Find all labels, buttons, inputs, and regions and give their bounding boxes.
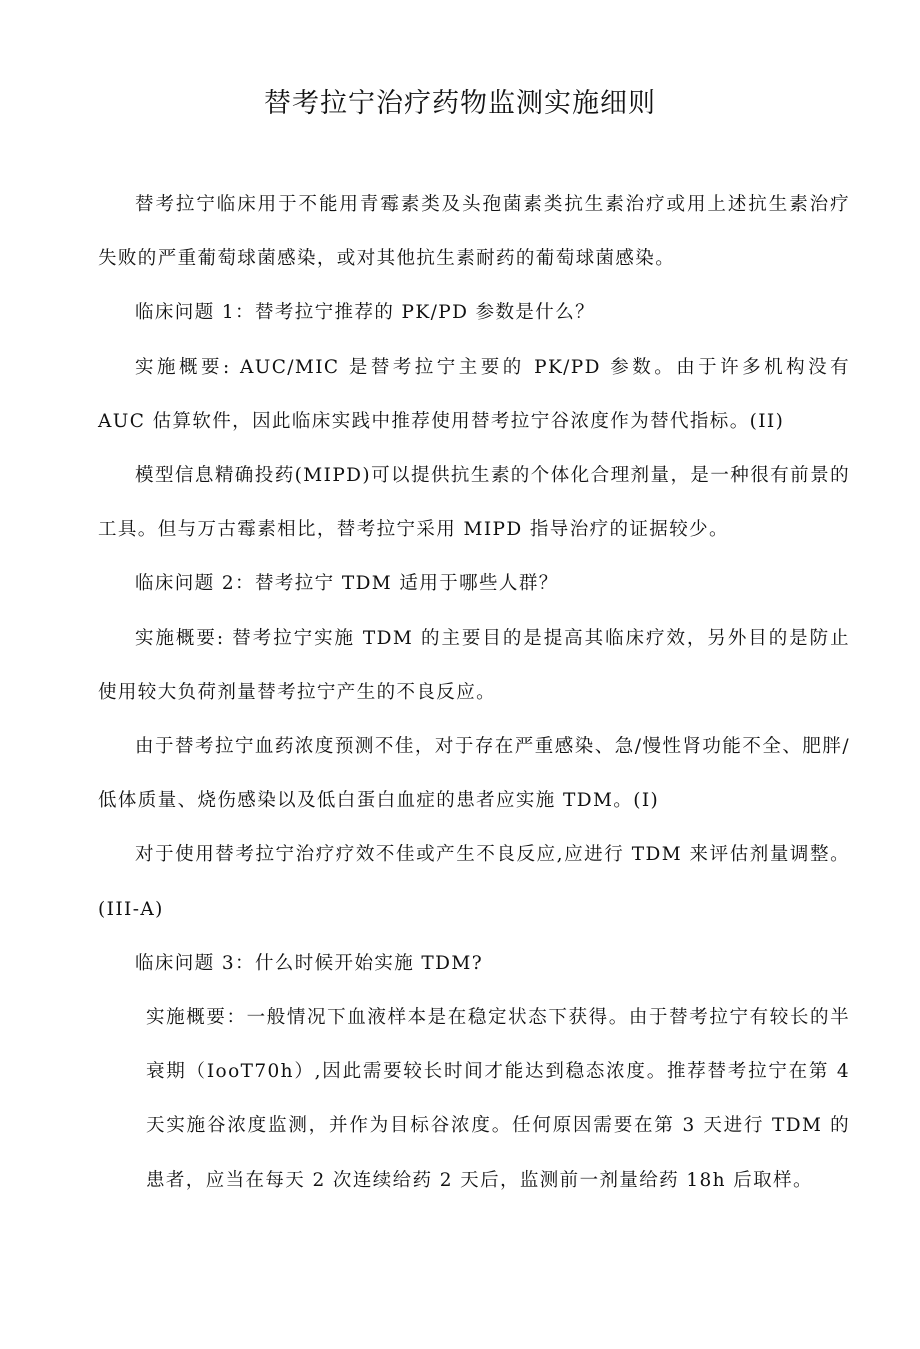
document-title: 替考拉宁治疗药物监测实施细则 xyxy=(264,88,656,119)
paragraph-mipd: 模型信息精确投药(MIPD)可以提供抗生素的个体化合理剂量，是一种很有前景的工具。但与万古霉素相比，替考拉宁采用 MIPD 指导治疗的证据较少。 xyxy=(98,465,850,541)
paragraph-question-3: 临床问题 3：什么时候开始实施 TDM? xyxy=(135,952,484,974)
paragraph-summary-3: 实施概要：一般情况下血液样本是在稳定状态下获得。由于替考拉宁有较长的半衰期（IooT70h）,因此需要较长时间才能达到稳态浓度。推荐替考拉宁在第 4 天实施谷浓度监测，并作为目标谷浓度。任何原因需要在第 3 天进行 TDM 的患者，应当在每天 2 次连续给药 2 天后，监测前一剂量给药 18h 后取样。 xyxy=(146,1007,850,1191)
paragraph-intro: 替考拉宁临床用于不能用青霉素类及头孢菌素类抗生素治疗或用上述抗生素治疗失败的严重葡萄球菌感染，或对其他抗生素耐药的葡萄球菌感染。 xyxy=(98,194,850,270)
document-body xyxy=(98,178,850,1208)
paragraph-question-2: 临床问题 2：替考拉宁 TDM 适用于哪些人群？ xyxy=(135,573,559,595)
paragraph-population: 由于替考拉宁血药浓度预测不佳，对于存在严重感染、急/慢性肾功能不全、肥胖/低体质量、烧伤感染以及低白蛋白血症的患者应实施 TDM。(I) xyxy=(98,736,850,812)
paragraph-question-1: 临床问题 1：替考拉宁推荐的 PK/PD 参数是什么？ xyxy=(135,302,595,324)
paragraph-summary-2: 实施概要: 替考拉宁实施 TDM 的主要目的是提高其临床疗效，另外目的是防止使用较大负荷剂量替考拉宁产生的不良反应。 xyxy=(98,627,850,703)
paragraph-adjustment: 对于使用替考拉宁治疗疗效不佳或产生不良反应,应进行 TDM 来评估剂量调整。(III-A) xyxy=(98,844,850,920)
paragraph-summary-1: 实施概要: AUC/MIC 是替考拉宁主要的 PK/PD 参数。由于许多机构没有 AUC 估算软件，因此临床实践中推荐使用替考拉宁谷浓度作为替代指标。(II) xyxy=(98,356,850,432)
